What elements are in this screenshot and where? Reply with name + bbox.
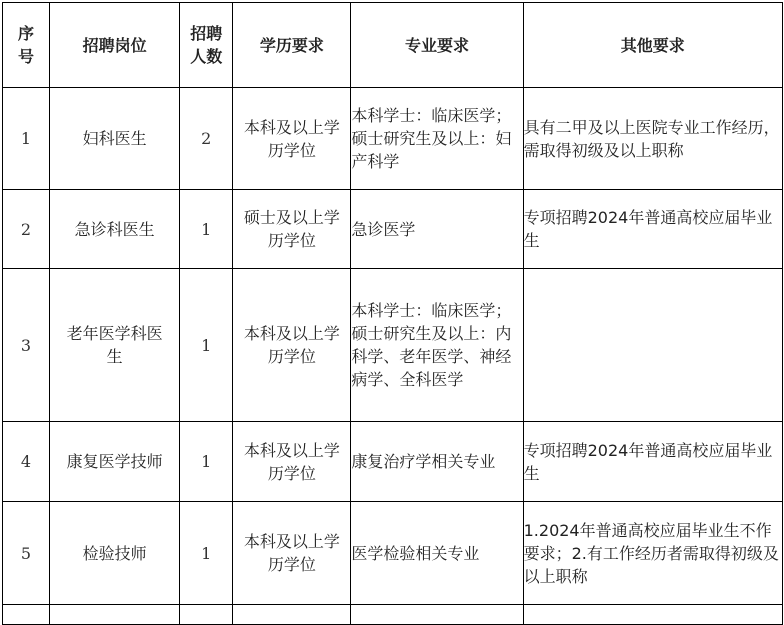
row-count: 2	[180, 88, 233, 190]
row-education: 本科及以上学历学位	[233, 422, 351, 502]
row-other: 专项招聘2024年普通高校应届毕业生	[523, 422, 782, 502]
row-major: 医学检验相关专业	[351, 502, 523, 605]
row-position: 康复医学技师	[50, 422, 180, 502]
table-row	[3, 502, 783, 605]
header-row	[3, 3, 783, 88]
table-row	[3, 190, 783, 269]
row-count: 1	[180, 502, 233, 605]
row-position: 老年医学科医生	[50, 269, 180, 422]
header-no: 序号	[3, 3, 50, 88]
row-no: 4	[3, 422, 50, 502]
header-education: 学历要求	[233, 3, 351, 88]
empty-cell	[180, 605, 233, 625]
header-count: 招聘人数	[180, 3, 233, 88]
row-other: 1.2024年普通高校应届毕业生不作要求；2.有工作经历者需取得初级及以上职称	[523, 502, 782, 605]
table-row	[3, 269, 783, 422]
row-count: 1	[180, 269, 233, 422]
empty-cell	[351, 605, 523, 625]
row-education: 本科及以上学历学位	[233, 88, 351, 190]
row-count: 1	[180, 190, 233, 269]
table-row-partial	[3, 605, 783, 625]
row-education: 硕士及以上学历学位	[233, 190, 351, 269]
row-no: 3	[3, 269, 50, 422]
row-no: 2	[3, 190, 50, 269]
row-major: 康复治疗学相关专业	[351, 422, 523, 502]
empty-cell	[3, 605, 50, 625]
row-position: 检验技师	[50, 502, 180, 605]
table-row	[3, 422, 783, 502]
row-education: 本科及以上学历学位	[233, 269, 351, 422]
row-no: 5	[3, 502, 50, 605]
header-other: 其他要求	[523, 3, 782, 88]
row-position: 妇科医生	[50, 88, 180, 190]
table-row	[3, 88, 783, 190]
empty-cell	[523, 605, 782, 625]
row-education: 本科及以上学历学位	[233, 502, 351, 605]
row-major: 本科学士：临床医学；硕士研究生及以上：内科学、老年医学、神经病学、全科医学	[351, 269, 523, 422]
row-count: 1	[180, 422, 233, 502]
empty-cell	[50, 605, 180, 625]
row-major: 本科学士：临床医学；硕士研究生及以上：妇产科学	[351, 88, 523, 190]
row-position: 急诊科医生	[50, 190, 180, 269]
header-major: 专业要求	[351, 3, 523, 88]
row-major: 急诊医学	[351, 190, 523, 269]
row-other: 专项招聘2024年普通高校应届毕业生	[523, 190, 782, 269]
recruitment-table	[2, 2, 783, 625]
header-position: 招聘岗位	[50, 3, 180, 88]
empty-cell	[233, 605, 351, 625]
row-other: 具有二甲及以上医院专业工作经历，需取得初级及以上职称	[523, 88, 782, 190]
row-other	[523, 269, 782, 422]
row-no: 1	[3, 88, 50, 190]
